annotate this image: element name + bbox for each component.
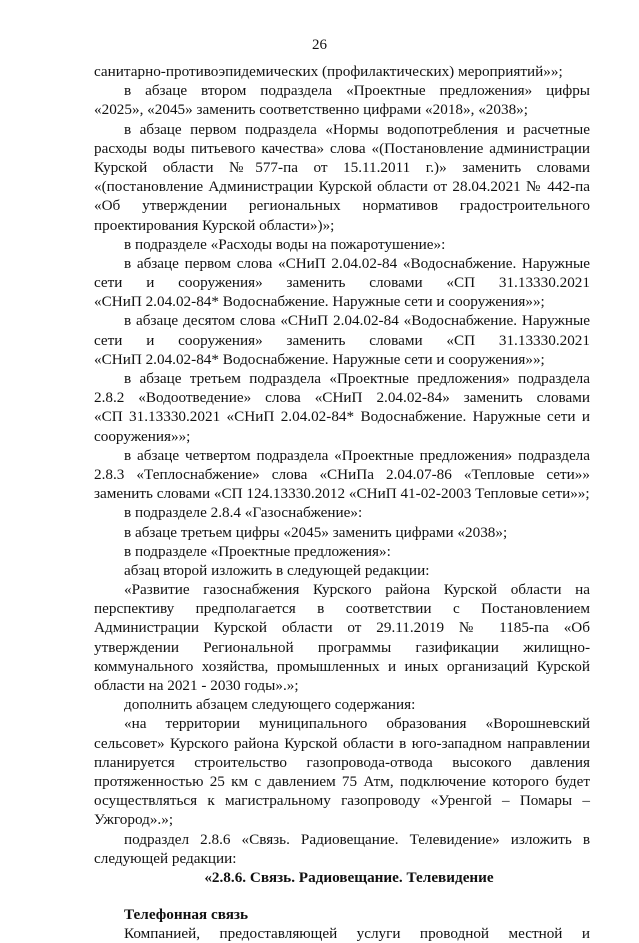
text-line: в абзаце третьем цифры «2045» заменить цифрами «2038»; bbox=[124, 523, 508, 541]
text-line: санитарно-противоэпидемических (профилактических) мероприятий»»; bbox=[94, 63, 563, 80]
text-line: следующей редакции: bbox=[94, 849, 237, 867]
text-line: расходы воды питьевого качества» слова «(Постановление администрации bbox=[94, 139, 590, 157]
text-line: осуществляться к магистральному газопроводу «Уренгой – Помары – bbox=[94, 792, 590, 810]
text-line: дополнить абзацем следующего содержания: bbox=[124, 696, 416, 714]
text-line: абзац второй изложить в следующей редакции: bbox=[124, 561, 430, 579]
text-line: проектирования Курской области»)»; bbox=[94, 216, 335, 234]
text-line: Компанией, предоставляющей услуги проводной местной и bbox=[124, 925, 590, 943]
text-line: в абзаце четвертом подраздела «Проектные предложения» подраздела bbox=[124, 446, 590, 464]
page-number: 26 bbox=[312, 37, 327, 53]
text-line: 2.8.2 «Водоотведение» слова «СНиП 2.04.02-84» заменить словами bbox=[94, 389, 590, 407]
text-line: области на 2021 - 2030 годы».»; bbox=[94, 677, 299, 694]
text-line: «СНиП 2.04.02-84* Водоснабжение. Наружные сети и сооружения»»; bbox=[94, 293, 545, 311]
text-line: в абзаце десятом слова «СНиП 2.04.02-84 «Водоснабжение. Наружные bbox=[124, 312, 590, 330]
text-line: «СП 31.13330.2021 «СНиП 2.04.02-84* Водоснабжение. Наружные сети и bbox=[94, 408, 590, 426]
text-line: перспективу предполагается в соответствии с Постановлением bbox=[94, 600, 590, 618]
text-line: Администрации Курской области от 29.11.2019 № 1185-па «Об bbox=[94, 619, 590, 637]
text-line: в абзаце третьем подраздела «Проектные предложения» подраздела bbox=[124, 370, 590, 387]
text-line: сельсовет» Курского района Курской области в юго-западном направлении bbox=[94, 734, 590, 752]
text-line: планируется строительство газопровода-отвода высокого давления bbox=[94, 753, 590, 771]
subsection-heading: Телефонная связь bbox=[124, 906, 249, 924]
text-line: сети и сооружения» заменить словами «СП 31.13330.2021 bbox=[94, 274, 590, 292]
text-line: «2025», «2045» заменить соответственно цифрами «2018», «2038»; bbox=[94, 101, 528, 119]
text-line: Курской области №577-па от 15.11.2011 г.)» заменить словами bbox=[94, 158, 590, 176]
text-line: заменить словами «СП 124.13330.2012 «СНиП 41-02-2003 Тепловые сети»»; bbox=[94, 485, 590, 503]
text-line: в подразделе «Расходы воды на пожаротушение»: bbox=[124, 235, 446, 253]
text-line: 2.8.3 «Теплоснабжение» слова «СНиПа 2.04.07-86 «Тепловые сети»» bbox=[94, 465, 590, 483]
text-line: утверждении Региональной программы газификации жилищно- bbox=[94, 638, 590, 656]
text-line: подраздел 2.8.6 «Связь. Радиовещание. Телевидение» изложить в bbox=[124, 830, 590, 848]
text-line: «СНиП 2.04.02-84* Водоснабжение. Наружные сети и сооружения»»; bbox=[94, 350, 545, 368]
text-line: «(постановление Администрации Курской области от 28.04.2021 № 442-па bbox=[94, 178, 590, 196]
text-line: протяженностью 25 км с давлением 75 Атм, подключение которого будет bbox=[94, 772, 590, 790]
document-body bbox=[94, 62, 590, 943]
text-line: «на территории муниципального образования «Ворошневский bbox=[124, 715, 590, 733]
text-line: сети и сооружения» заменить словами «СП 31.13330.2021 bbox=[94, 331, 590, 349]
text-line: в абзаце первом слова «СНиП 2.04.02-84 «Водоснабжение. Наружные bbox=[124, 254, 590, 272]
text-line: в подразделе «Проектные предложения»: bbox=[124, 542, 391, 560]
text-line: «Об утверждении региональных нормативов градостроительного bbox=[94, 197, 590, 215]
text-line: сооружения»»; bbox=[94, 427, 191, 445]
text-line: Ужгород».»; bbox=[94, 811, 174, 829]
text-line: в абзаце втором подраздела «Проектные предложения» цифры bbox=[124, 82, 590, 100]
text-line: коммунального хозяйства, промышленных и иных организаций Курской bbox=[94, 657, 590, 675]
text-line: в подразделе 2.8.4 «Газоснабжение»: bbox=[124, 504, 363, 522]
text-line: в абзаце первом подраздела «Нормы водопотребления и расчетные bbox=[124, 120, 590, 138]
text-line: «Развитие газоснабжения Курского района Курской области на bbox=[124, 581, 590, 599]
section-heading: «2.8.6. Связь. Радиовещание. Телевидение bbox=[204, 868, 494, 886]
